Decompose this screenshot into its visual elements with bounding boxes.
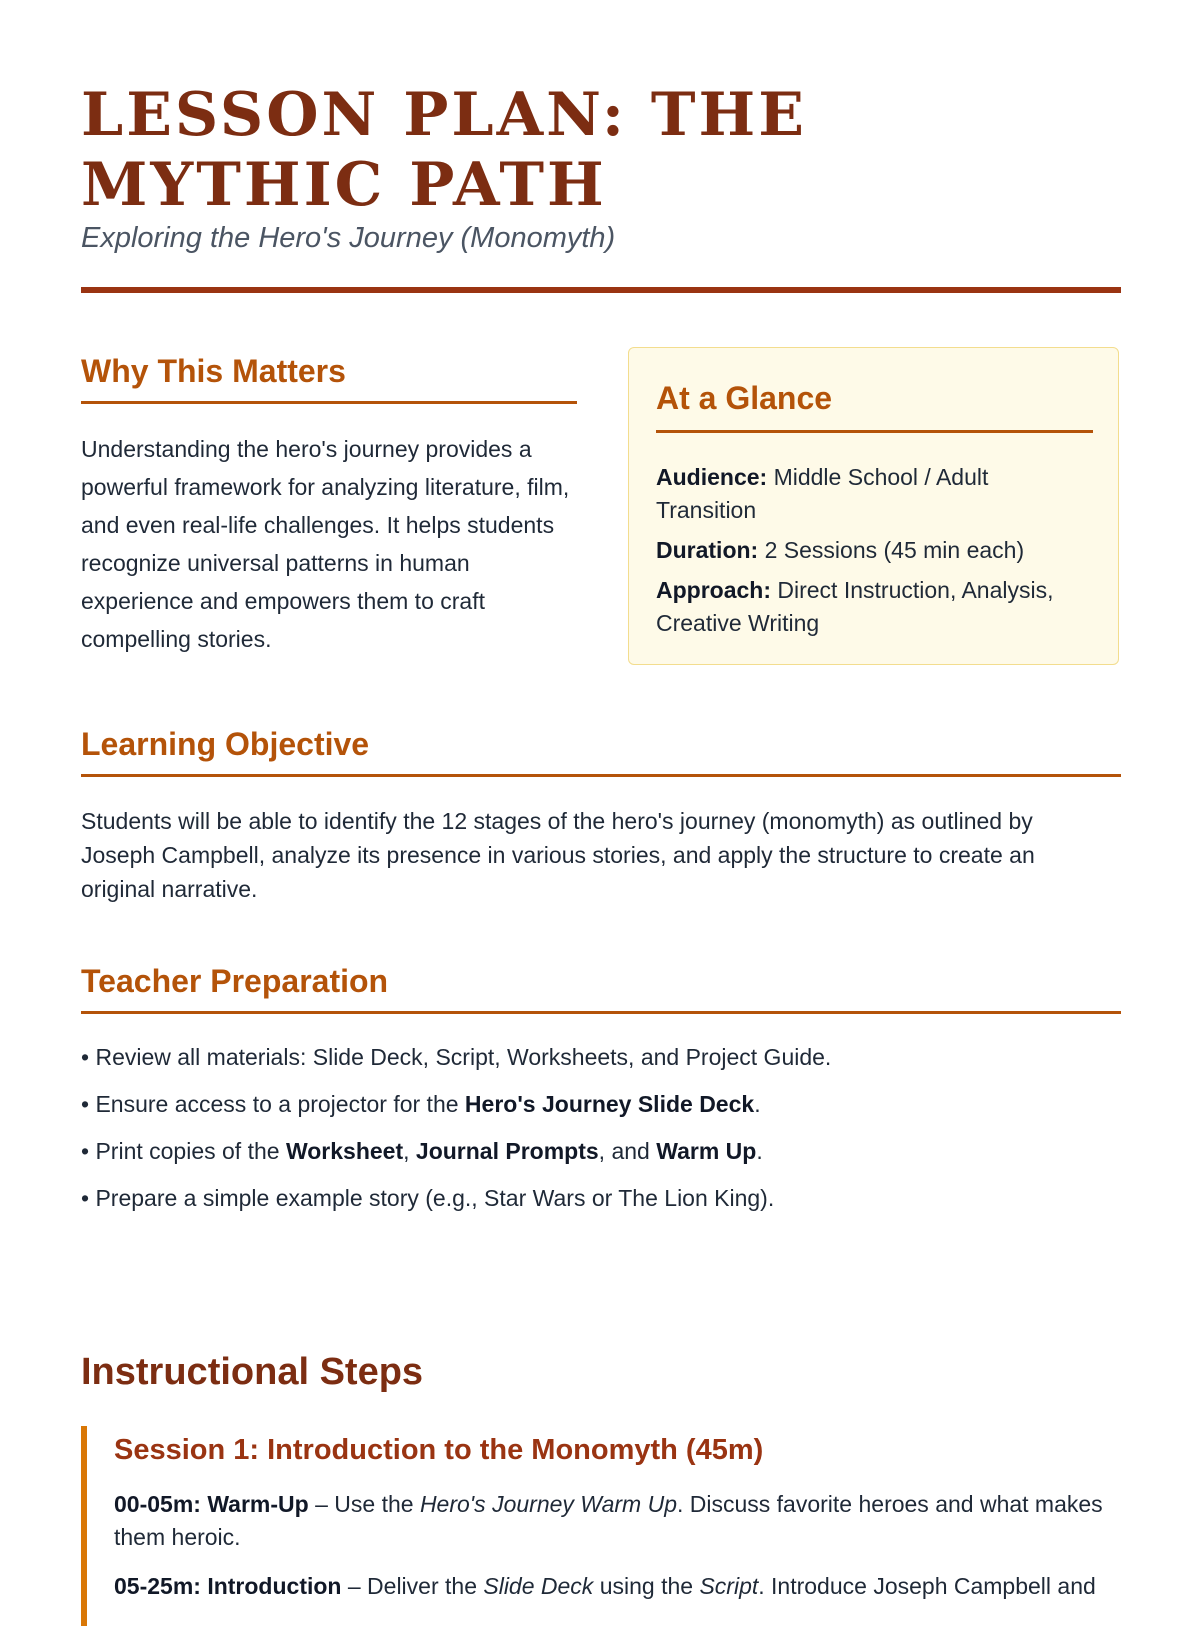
step-text: . Introduce Joseph Campbell and xyxy=(758,1573,1096,1599)
list-item xyxy=(81,1134,1121,1168)
bullet-glyph: • xyxy=(81,1091,90,1117)
instruction-heading: Instructional Steps xyxy=(81,1351,424,1393)
step-dash: – xyxy=(308,1491,335,1517)
item-emphasis: Worksheet xyxy=(285,1138,404,1164)
glance-list xyxy=(656,461,1086,647)
glance-value: 2 Sessions (45 min each) xyxy=(764,537,1025,563)
why-paragraph: Understanding the hero's journey provides a powerful framework for analyzing literature, film, and even real-life challenges. It helps students recognize universal patterns in human experience and empowers them to craft compelling stories. xyxy=(81,436,570,652)
session-1-title: Session 1: Introduction to the Monomyth (45m) xyxy=(114,1434,764,1466)
step-resource: Hero's Journey Warm Up xyxy=(419,1491,677,1517)
item-text: Prepare a simple example story (e.g., Star Wars or The Lion King). xyxy=(95,1185,775,1211)
objective-paragraph: Students will be able to identify the 12 stages of the hero's journey (monomyth) as outlined by Joseph Campbell, analyze its presence in various stories, and apply the structure to create an original narrative. xyxy=(81,808,1035,902)
item-emphasis: Warm Up xyxy=(656,1138,757,1164)
at-a-glance-box xyxy=(628,347,1119,665)
glance-value: Middle School / Adult Transition xyxy=(656,464,989,523)
list-item xyxy=(81,1181,1121,1215)
prep-list xyxy=(81,1040,1121,1228)
bullet-glyph: • xyxy=(81,1138,90,1164)
step-text: Deliver the xyxy=(367,1573,484,1599)
glance-item-approach xyxy=(656,574,1086,640)
item-text: , and xyxy=(598,1138,657,1164)
step-time: 00-05m: Warm-Up xyxy=(114,1491,309,1517)
objective-heading: Learning Objective xyxy=(81,726,370,762)
item-text: . xyxy=(756,1138,763,1164)
step-text: . Discuss favorite heroes and what makes them heroic. xyxy=(114,1491,1103,1550)
glance-heading: At a Glance xyxy=(656,380,833,416)
item-emphasis: Hero's Journey Slide Deck xyxy=(464,1091,755,1117)
bullet-glyph: • xyxy=(81,1044,90,1070)
step-time: 05-25m: Introduction xyxy=(114,1573,342,1599)
session-1-steps xyxy=(114,1488,1114,1619)
step-text: using the xyxy=(593,1573,700,1599)
glance-label: Duration: xyxy=(656,537,759,563)
glance-item-audience xyxy=(656,461,1086,527)
item-text: . xyxy=(754,1091,761,1117)
step-item xyxy=(114,1488,1114,1554)
item-emphasis: Journal Prompts xyxy=(415,1138,599,1164)
step-dash: – xyxy=(341,1573,368,1599)
glance-divider xyxy=(656,430,1093,433)
step-resource: Slide Deck xyxy=(483,1573,594,1599)
list-item xyxy=(81,1087,1121,1121)
page-subtitle: Exploring the Hero's Journey (Monomyth) xyxy=(81,222,616,254)
item-text: Print copies of the xyxy=(95,1138,286,1164)
item-text: Review all materials: Slide Deck, Script, Worksheets, and Project Guide. xyxy=(95,1044,832,1070)
glance-value: Direct Instruction, Analysis, Creative Writing xyxy=(656,577,1054,636)
glance-item-duration xyxy=(656,534,1086,567)
step-item xyxy=(114,1570,1114,1603)
step-resource: Script xyxy=(699,1573,759,1599)
prep-divider xyxy=(81,1011,1121,1014)
objective-divider xyxy=(81,774,1121,777)
prep-heading: Teacher Preparation xyxy=(81,963,389,999)
why-heading: Why This Matters xyxy=(81,353,346,389)
glance-label: Approach: xyxy=(656,577,771,603)
page-title: LESSON PLAN: THE MYTHIC PATH xyxy=(81,80,807,220)
why-divider xyxy=(81,401,577,404)
bullet-glyph: • xyxy=(81,1185,90,1211)
step-text: Use the xyxy=(334,1491,420,1517)
session-1-block xyxy=(81,1426,1121,1626)
glance-label: Audience: xyxy=(656,464,768,490)
title-divider xyxy=(81,287,1121,293)
item-text: , xyxy=(403,1138,416,1164)
item-text: Ensure access to a projector for the xyxy=(95,1091,465,1117)
list-item xyxy=(81,1040,1121,1074)
